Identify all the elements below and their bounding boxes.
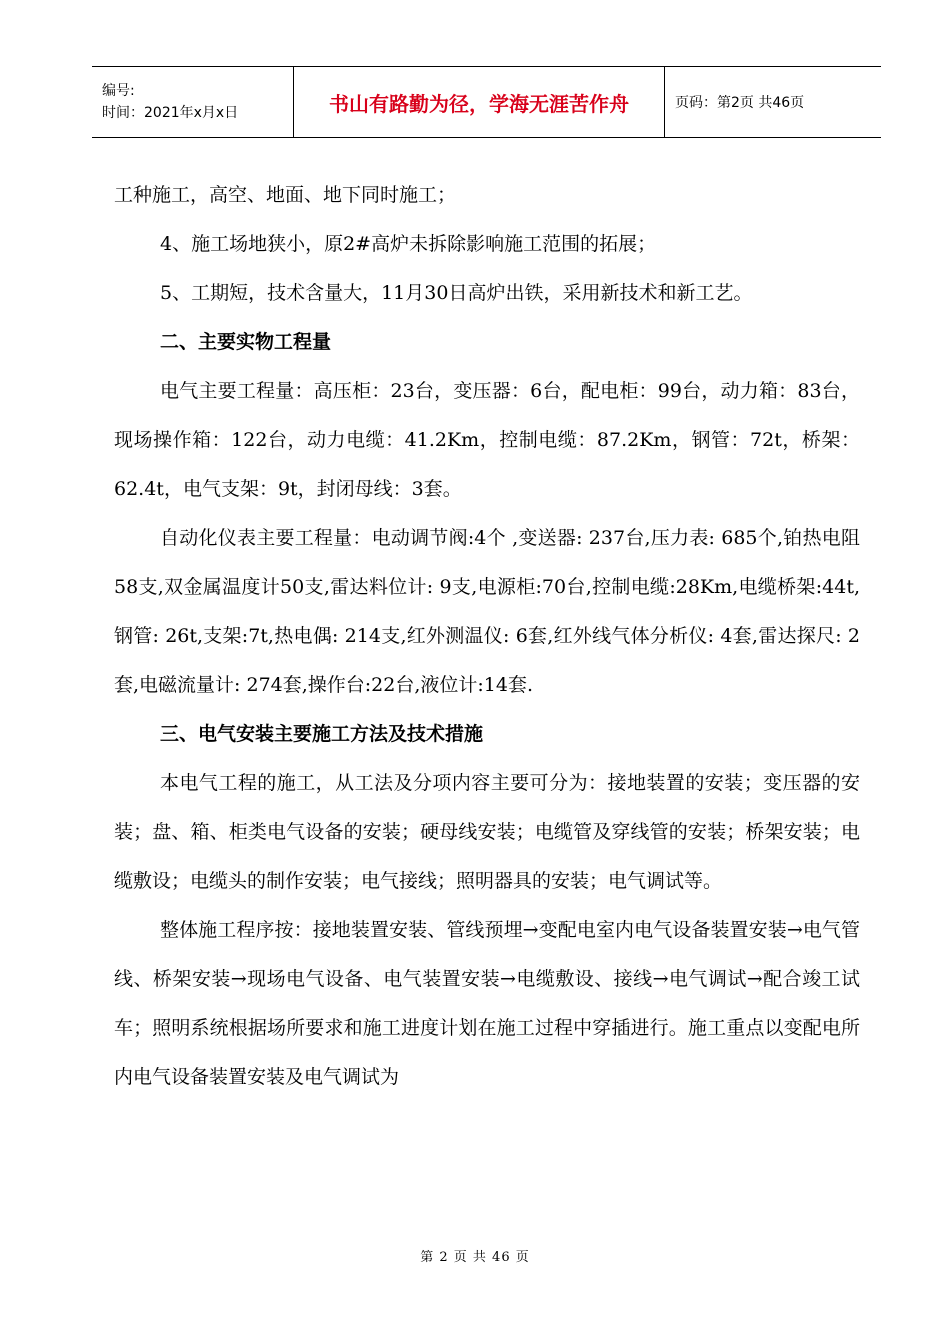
time-label: 时间：2021年x月x日 [102, 105, 239, 121]
paragraph-continuation: 工种施工，高空、地面、地下同时施工； [114, 184, 457, 206]
page-footer: 第 2 页 共 46 页 [420, 1250, 530, 1265]
header-motto: 书山有路勤为径，学海无涯苦作舟 [293, 67, 665, 137]
paragraph: 本电气工程的施工，从工法及分项内容主要可分为：接地装置的安装；变压器的安装；盘、箱、柜类电气设备的安装；硬母线安装；电缆管及穿线管的安装；桥架安装；电缆敷设；电缆头的制作安装；电气接线；照明器具的安装；电气调试等。 [114, 772, 860, 892]
page-header [92, 66, 881, 138]
header-info [92, 67, 293, 137]
paragraph: 4、施工场地狭小，原2#高炉未拆除影响施工范围的拓展； [160, 233, 657, 255]
paragraph: 5、工期短，技术含量大，11月30日高炉出铁，采用新技术和新工艺。 [160, 282, 753, 304]
section-heading: 二、主要实物工程量 [160, 331, 332, 353]
document-body [114, 171, 860, 1102]
number-label: 编号: [102, 83, 135, 99]
paragraph: 电气主要工程量：高压柜：23台，变压器：6台，配电柜：99台，动力箱：83台，现场操作箱：122台，动力电缆：41.2Km，控制电缆：87.2Km，钢管：72t，桥架：62.4t，电气支架：9t，封闭母线：3套。 [114, 380, 860, 500]
section-heading: 三、电气安装主要施工方法及技术措施 [160, 723, 484, 745]
paragraph: 整体施工程序按：接地装置安装、管线预埋→变配电室内电气设备装置安装→电气管线、桥架安装→现场电气设备、电气装置安装→电缆敷设、接线→电气调试→配合竣工试车；照明系统根据场所要求和施工进度计划在施工过程中穿插进行。施工重点以变配电所内电气设备装置安装及电气调试为 [114, 919, 860, 1088]
paragraph: 自动化仪表主要工程量：电动调节阀:4个 ,变送器: 237台,压力表: 685个,铂热电阻58支,双金属温度计50支,雷达料位计: 9支,电源柜:70台,控制电缆:28Km,电缆桥架:44t,钢管: 26t,支架:7t,热电偶: 214支,红外测温仪: 6套,红外线气体分析仪: 4套,雷达探尺: 2套,电磁流量计: 274套,操作台:22台,液位计:14套. [114, 527, 860, 696]
header-page-label: 页码：第2页 共46页 [675, 95, 805, 111]
